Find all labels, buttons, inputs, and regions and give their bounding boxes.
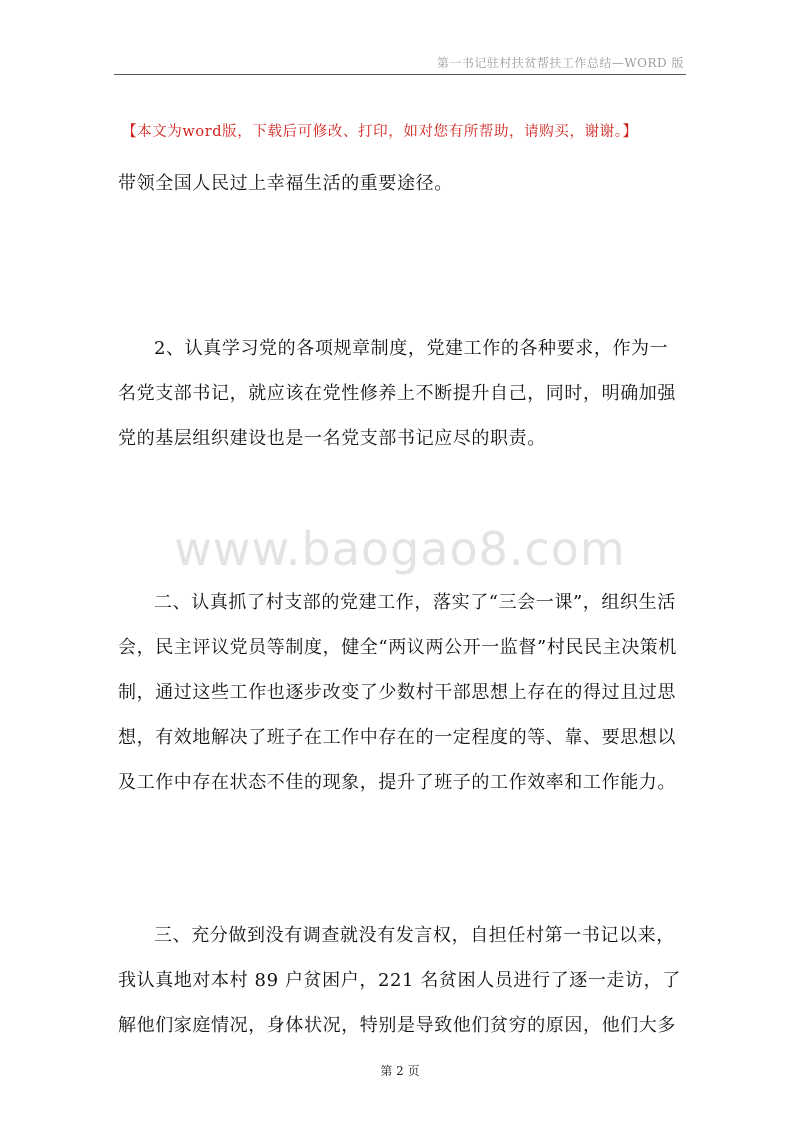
paragraph-4: 三、充分做到没有调查就没有发言权，自担任村第一书记以来，我认真地对本村 89 户贫困户，221 名贫困人员进行了逐一走访，了解他们家庭情况，身体状况，特别是导致他们贫穷的原因，他们大多	[118, 925, 681, 1036]
header-divider	[114, 74, 686, 75]
watermark: www.baogao8.com	[174, 522, 626, 576]
paragraph-3: 二、认真抓了村支部的党建工作，落实了“三会一课”，组织生活会，民主评议党员等制度，健全“两议两公开一监督”村民民主决策机制，通过这些工作也逐步改变了少数村干部思想上存在的得过且过思想，有效地解决了班子在工作中存在的一定程度的等、靠、要思想以及工作中存在状态不佳的现象，提升了班子的工作效率和工作能力。	[118, 592, 678, 793]
page-number: 第 2 页	[380, 1064, 420, 1078]
paragraph-2: 2、认真学习党的各项规章制度，党建工作的各种要求，作为一名党支部书记，就应该在党性修养上不断提升自己，同时，明确加强党的基层组织建设也是一名党支部书记应尽的职责。	[118, 338, 676, 449]
paragraph-1: 带领全国人民过上幸福生活的重要途径。	[118, 173, 453, 194]
header-title: 第一书记驻村扶贫帮扶工作总结—WORD 版	[436, 56, 684, 70]
purchase-notice: 【本文为word版，下载后可修改、打印，如对您有所帮助，请购买，谢谢。】	[122, 124, 638, 140]
